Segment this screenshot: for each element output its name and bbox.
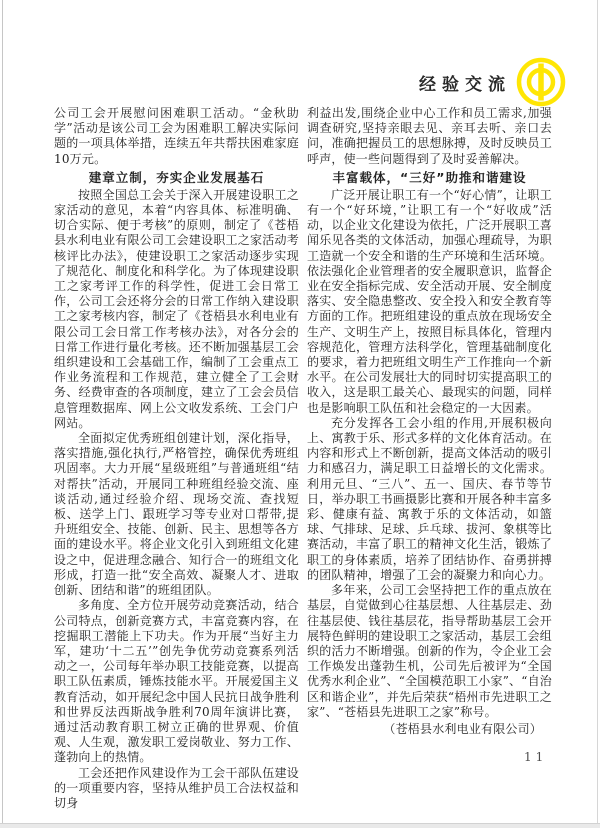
article-left-column [54, 106, 299, 811]
article-paragraph: 工会还把作风建设作为工会干部队伍建设的一项重要内容，坚持从维护员工合法权益和切身 [54, 765, 299, 810]
article-paragraph: 全面拟定优秀班组创建计划，深化指导，落实措施,强化执行,严格管控，确保优秀班组巩固率。大力开展“星级班组”与普通班组“结对帮扶”活动，开展同工种班组经验交流、座谈活动,通过经验介绍、现场交流、查找短板、送学上门、跟班学习等专业对口帮带,提升班组安全、技能、创新、民主、思想等各方面的建设水平。将企业文化引入到班组文化建设之中，促进理念融合、知行合一的班组文化形成，打造一批“安全高效、凝聚人才、进取创新、团结和谐”的班组团队。 [54, 431, 299, 598]
article-paragraph: 广泛开展让职工有一个“好心情”，让职工有一个“好环境，”让职工有一个“好收成”活动，以企业文化建设为依托，广泛开展职工喜闻乐见各类的文体活动，加强心理疏导，为职工造就一个安全和谐的生产环境和生活环境。依法强化企业管理者的安全履职意识，监督企业在安全指标完成、安全活动开展、安全制度落实、安全隐患整改、安全投入和安全教育等方面的工作。把班组建设的重点放在现场安全生产、文明生产上，按照目标具体化，管理内容规范化，管理方法科学化，管理基础制度化的要求，着力把班组文明生产工作推向一个新水平。在公司发展壮大的同时切实提高职工的收入，这是职工最关心、最现实的问题，同样也是影响职工队伍和社会稳定的一大因素。 [307, 187, 552, 415]
article-paragraph: 按照全国总工会关于深入开展建设职工之家活动的意见，本着“内容具体、标准明确、切合实际、便于考核”的原则，制定了《苍梧县水利电业有限公司工会建设职工之家活动考核评比办法》，使建设职工之家活动逐步实现了规范化、制度化和科学化。为了体现建设职工之家考评工作的科学性，促进工会日常工作，公司工会还将分会的日常工作纳入建设职工之家考核内容，制定了《苍梧县水利电业有限公司工会日常工作考核办法》，对各分会的日常工作进行量化考核。还不断加强基层工会组织建设和工会基础工作，编制了工会重点工作业务流程和工作规范，建立健全了工会财务、经费审查的各项制度，建立了工会会员信息管理数据库、网上公文收发系统、工会门户网站。 [54, 187, 299, 430]
section-title: 经验交流 [419, 74, 511, 95]
article-paragraph: 充分发挥各工会小组的作用,开展积极向上、寓教于乐、形式多样的文化体育活动。在内容和形式上不断创新，提高文体活动的吸引力和感召力，满足职工日益增长的文化需求。利用元旦、“三八”、五一、国庆、春节等节日，举办职工书画摄影比赛和开展各种丰富多彩、健康有益、寓教于乐的文体活动，如篮球、气排球、足球、乒乓球、拔河、象棋等比赛活动，丰富了职工的精神文化生活，锻炼了职工的身体素质，培养了团结协作、奋勇拼搏的团队精神，增强了工会的凝聚力和向心力。 [307, 415, 552, 582]
article-paragraph: 多角度、全方位开展劳动竞赛活动，结合公司特点，创新竞赛方式，丰富竞赛内容，在挖掘职工潜能上下功夫。作为开展“当好主力军，建功‘十二五’”创先争优劳动竞赛系列活动之一，公司每年举办职工技能竞赛，以提高职工队伍素质，锤炼技能水平。开展爱国主义教育活动，如开展纪念中国人民抗日战争胜利和世界反法西斯战争胜利70周年演讲比赛，通过活动教育职工树立正确的世界观、价值观、人生观，激发职工爱岗敬业、努力工作、蓬勃向上的热情。 [54, 598, 299, 765]
section-heading: 丰富载体，“三好”助推和谐建设 [332, 169, 527, 185]
trade-union-emblem-icon [516, 57, 566, 107]
article-signature: （苍梧县水利电业有限公司） [383, 721, 542, 736]
scan-edge-bottom [0, 823, 600, 828]
section-heading: 建章立制，夯实企业发展基石 [88, 169, 265, 185]
page-number: 11 [524, 750, 548, 764]
scan-edge-left [2, 0, 3, 828]
article-paragraph: 利益出发,围绕企业中心工作和员工需求,加强调查研究,坚持亲眼去见、亲耳去听、亲口去问，准确把握员工的思想脉搏，及时反映员工呼声，使一些问题得到了及时妥善解决。 [307, 106, 552, 166]
article-body [54, 106, 552, 811]
scan-edge-right [597, 0, 598, 828]
article-paragraph: 多年来，公司工会坚持把工作的重点放在基层，自觉做到心往基层想、人往基层走、劲往基层使、钱往基层花，指导帮助基层工会开展特色鲜明的建设职工之家活动，基层工会组织的活力不断增强。创新的作为，令企业工会工作焕发出蓬勃生机，公司先后被评为“全国优秀水利企业”、“全国模范职工小家”、“自治区和谐企业”，并先后荣获“梧州市先进职工之家”、“苍梧县先进职工之家”称号。 [307, 583, 552, 719]
article-paragraph: 公司工会开展慰问困难职工活动。“金秋助学”活动是该公司工会为困难职工解决实际问题的一项具体举措，连续五年共帮扶困难家庭10万元。 [54, 106, 299, 166]
article-right-column [307, 106, 552, 811]
page-header [419, 57, 566, 107]
